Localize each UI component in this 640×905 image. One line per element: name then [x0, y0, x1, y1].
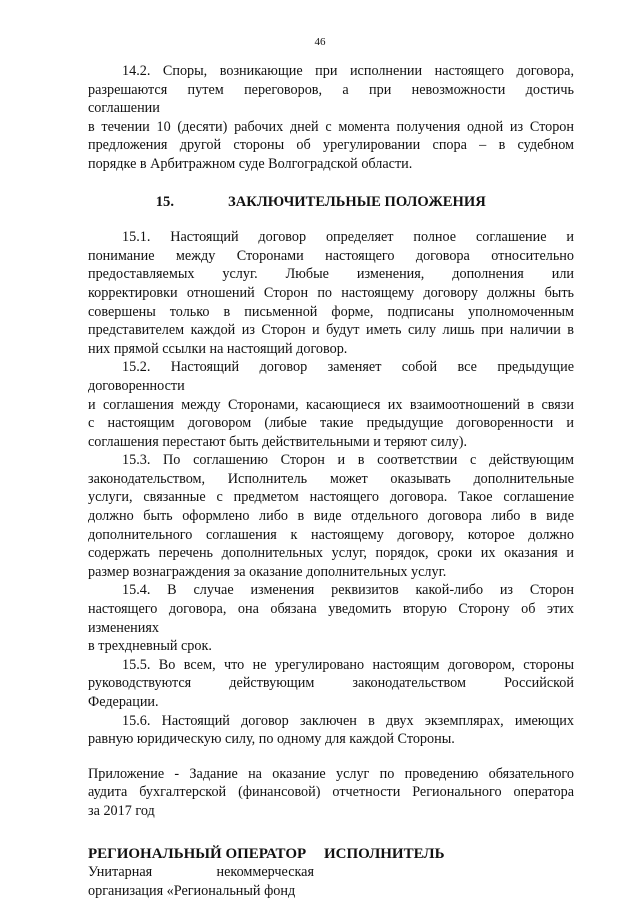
clause-15-6	[88, 712, 574, 749]
clause-15-5	[88, 656, 574, 712]
text-line: них прямой ссылки на настоящий договор.	[88, 340, 348, 357]
document-body	[88, 62, 574, 900]
text-line: Унитарная некоммерческая	[88, 864, 314, 881]
section-title: ЗАКЛЮЧИТЕЛЬНЫЕ ПОЛОЖЕНИЯ	[228, 193, 486, 210]
text-line: и соглашения между Сторонами, касающиеся их взаимоотношений в связи	[88, 396, 574, 413]
text-line: содержать перечень дополнительных услуг, порядок, сроки их оказания и	[88, 545, 574, 562]
regional-operator-details	[88, 863, 314, 900]
section-heading	[88, 193, 574, 212]
text-line: Федерации.	[88, 694, 159, 710]
text-line: предоставляемых услуг. Любые изменения, дополнения или	[88, 266, 574, 283]
text-line: настоящего договора, она обязана уведомить вторую Сторону об этих	[88, 601, 574, 618]
signature-block	[88, 845, 574, 901]
text-line: с настоящим договором (либые такие предыдущие договоренности и	[88, 415, 574, 432]
text-line: аудита бухгалтерской (финансовой) отчетности Регионального оператора	[88, 784, 574, 801]
text-line: договоренности	[88, 377, 185, 394]
text-line: корректировки отношений Сторон по настоящему договору должны быть	[88, 284, 574, 301]
text-line: порядке в Арбитражном суде Волгоградской области.	[88, 155, 413, 172]
text-line: соглашении	[88, 100, 160, 117]
text-line: размер вознаграждения за оказание дополнительных услуг.	[88, 563, 447, 580]
text-line: в течении 10 (десяти) рабочих дней с момента получения одной из Сторон	[88, 118, 574, 135]
text-line: услуги, связанные с предметом настоящего договора. Такое соглашение	[88, 489, 574, 506]
text-line: 15.4. В случае изменения реквизитов какой-либо из Сторон	[122, 582, 574, 599]
text-line: представителем каждой из Сторон и будут иметь силу лишь при наличии в	[88, 322, 574, 339]
text-line: дополнительного соглашения к настоящему договору, которое должно	[88, 526, 574, 543]
text-line: организация «Региональный фонд	[88, 882, 296, 899]
text-line: в трехдневный срок.	[88, 638, 212, 655]
spacer	[88, 749, 574, 765]
text-line: должно быть оформлено либо в виде отдельного договора либо в виде	[88, 508, 574, 525]
text-line: разрешаются путем переговоров, а при невозможности достичь	[88, 81, 574, 98]
page-number: 46	[314, 36, 326, 48]
text-line: законодательством, Исполнитель может оказывать дополнительные	[88, 470, 574, 487]
signature-titles	[88, 845, 574, 864]
text-line: за 2017 год	[88, 802, 155, 819]
text-line: 15.3. По соглашению Сторон и в соответствии с действующим	[122, 452, 574, 469]
section-number: 15.	[155, 193, 174, 210]
appendix-note	[88, 765, 574, 821]
text-line: Приложение - Задание на оказание услуг по проведению обязательного	[88, 765, 574, 782]
text-line: 15.6. Настоящий договор заключен в двух экземплярах, имеющих	[122, 712, 574, 729]
clause-15-4	[88, 581, 574, 655]
text-line: 15.2. Настоящий договор заменяет собой все предыдущие	[122, 359, 574, 376]
text-line: предложения другой стороны об урегулировании спора – в судебном	[88, 137, 574, 154]
text-line: 14.2. Споры, возникающие при исполнении настоящего договора,	[122, 63, 574, 79]
text-line: изменениях	[88, 619, 159, 636]
regional-operator-title: РЕГИОНАЛЬНЫЙ ОПЕРАТОР	[88, 845, 307, 862]
clause-15-3	[88, 451, 574, 581]
text-line: 15.5. Во всем, что не урегулировано настоящим договором, стороны	[122, 656, 574, 673]
text-line: руководствуются действующим законодательством Российской	[88, 675, 574, 692]
contractor-title: ИСПОЛНИТЕЛЬ	[324, 845, 445, 862]
clause-14-2	[88, 62, 574, 174]
text-line: понимание между Сторонами настоящего договора относительно	[88, 247, 574, 264]
clause-15-2	[88, 358, 574, 451]
text-line: 15.1. Настоящий договор определяет полное соглашение и	[122, 229, 574, 246]
text-line: соглашения перестают быть действительными и теряют силу).	[88, 433, 468, 450]
text-line: равную юридическую силу, по одному для каждой Стороны.	[88, 731, 455, 748]
clause-15-1	[88, 228, 574, 358]
text-line: совершены только в письменной форме, подписаны уполномоченным	[88, 303, 574, 320]
